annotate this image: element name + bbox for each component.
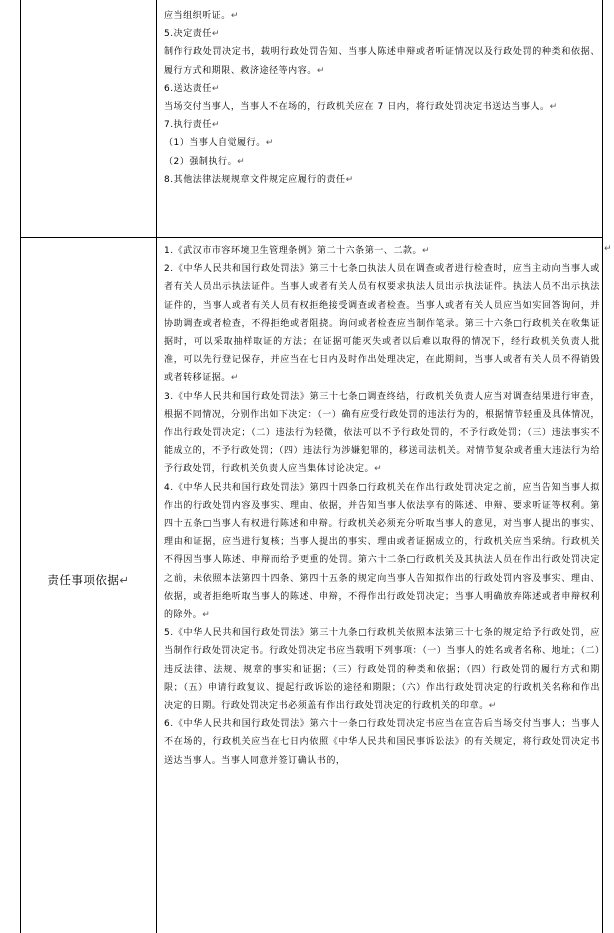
basis-item: 6.《中华人民共和国行政处罚法》第六十一条□行政处罚决定书应当在宣告后当场交付当事人；当事人不在场的，行政机关应当在七日内依照《中华人民共和国民事诉讼法》的有关规定，将行政处罚决定书送达当事人。当事人同意并签订确认书的， [164, 719, 600, 766]
paragraph: 当场交付当事人，当事人不在场的，行政机关应在 7 日内，将行政处罚决定书送达当事人。↵ [164, 102, 558, 113]
basis-item: 3.《中华人民共和国行政处罚法》第三十七条□调查终结，行政机关负责人应当对调查结果进行审查，根据不同情况，分别作出如下决定：（一）确有应受行政处罚的违法行为的，根据情节轻重及具体情况，作出行政处罚决定；（二）违法行为轻微，依法可以不予行政处罚的，不予行政处罚；（三）违法事实不能成立的，不予行政处罚；（四）违法行为涉嫌犯罪的，移送司法机关。对情节复杂或者重大违法行为给予行政处罚，行政机关负责人应当集体讨论决定。↵ [164, 391, 600, 475]
responsibility-basis-label: 责任事项依据↵ [47, 573, 130, 587]
basis-item: 4.《中华人民共和国行政处罚法》第四十四条□行政机关在作出行政处罚决定之前，应当告知当事人拟作出的行政处罚内容及事实、理由、依据，并告知当事人依法享有的陈述、申辩、要求听证等权利。第四十五条□当事人有权进行陈述和申辩。行政机关必须充分听取当事人的意见，对当事人提出的事实、理由和证据，应当进行复核；当事人提出的事实、理由或者证据成立的，行政机关应当采纳。行政机关不得因当事人陈述、申辩而给予更重的处罚。第六十二条□行政机关及其执法人员在作出行政处罚决定之前，未依照本法第四十四条、第四十五条的规定向当事人告知拟作出的行政处罚内容及事实、理由、依据，或者拒绝听取当事人的陈述、申辩，不得作出行政处罚决定；当事人明确放弃陈述或者申辩权利的除外。↵ [164, 482, 600, 621]
section-heading: 7.执行责任↵ [164, 120, 220, 131]
row-end-mark: ↵ [604, 244, 612, 254]
paragraph: 制作行政处罚决定书，载明行政处罚告知、当事人陈述申辩或者听证情况以及行政处罚的种类和依据、履行方式和期限、救济途径等内容。↵ [164, 47, 600, 76]
responsibility-table [20, 0, 603, 933]
text-line: 应当组织听证。↵ [164, 11, 239, 21]
row-divider [21, 237, 602, 238]
section-heading: 8.其他法律法规规章文件规定应履行的责任↵ [164, 174, 354, 185]
basis-item: 1.《武汉市市容环境卫生管理条例》第二十六条第一、二款。↵ [164, 246, 431, 256]
list-item: （1）当事人自觉履行。↵ [164, 138, 274, 149]
basis-item: 5.《中华人民共和国行政处罚法》第三十九条□行政机关依照本法第三十七条的规定给予行政处罚，应当制作行政处罚决定书。行政处罚决定书应当载明下列事项：（一）当事人的姓名或者名称、地址；（二）违反法律、法规、规章的事实和证据；（三）行政处罚的种类和依据；（四）行政处罚的履行方式和期限；（五）申请行政复议、提起行政诉讼的途径和期限；（六）作出行政处罚决定的行政机关名称和作出决定的日期。行政处罚决定书必须盖有作出行政处罚决定的行政机关的印章。↵ [164, 628, 600, 712]
top-content-cell [164, 7, 600, 189]
list-item: （2）强制执行。↵ [164, 156, 246, 167]
section-heading: 6.送达责任↵ [164, 83, 220, 94]
column-divider [156, 0, 157, 933]
section-heading: 5.决定责任↵ [164, 29, 220, 40]
basis-item: 2.《中华人民共和国行政处罚法》第三十七条□执法人员在调查或者进行检查时，应当主动向当事人或者有关人员出示执法证件。当事人或者有关人员有权要求执法人员出示执法证件。执法人员不出示执法证件的，当事人或者有关人员有权拒绝接受调查或者检查。当事人或者有关人员应当如实回答询问，并协助调查或者检查，不得拒绝或者阻挠。询问或者检查应当制作笔录。第三十六条□行政机关在收集证据时，可以采取抽样取证的方法；在证据可能灭失或者以后难以取得的情况下，经行政机关负责人批准，可以先行登记保存，并应当在七日内及时作出处理决定，在此期间，当事人或者有关人员不得销毁或者转移证据。↵ [164, 264, 600, 384]
bottom-content-cell [164, 242, 600, 770]
